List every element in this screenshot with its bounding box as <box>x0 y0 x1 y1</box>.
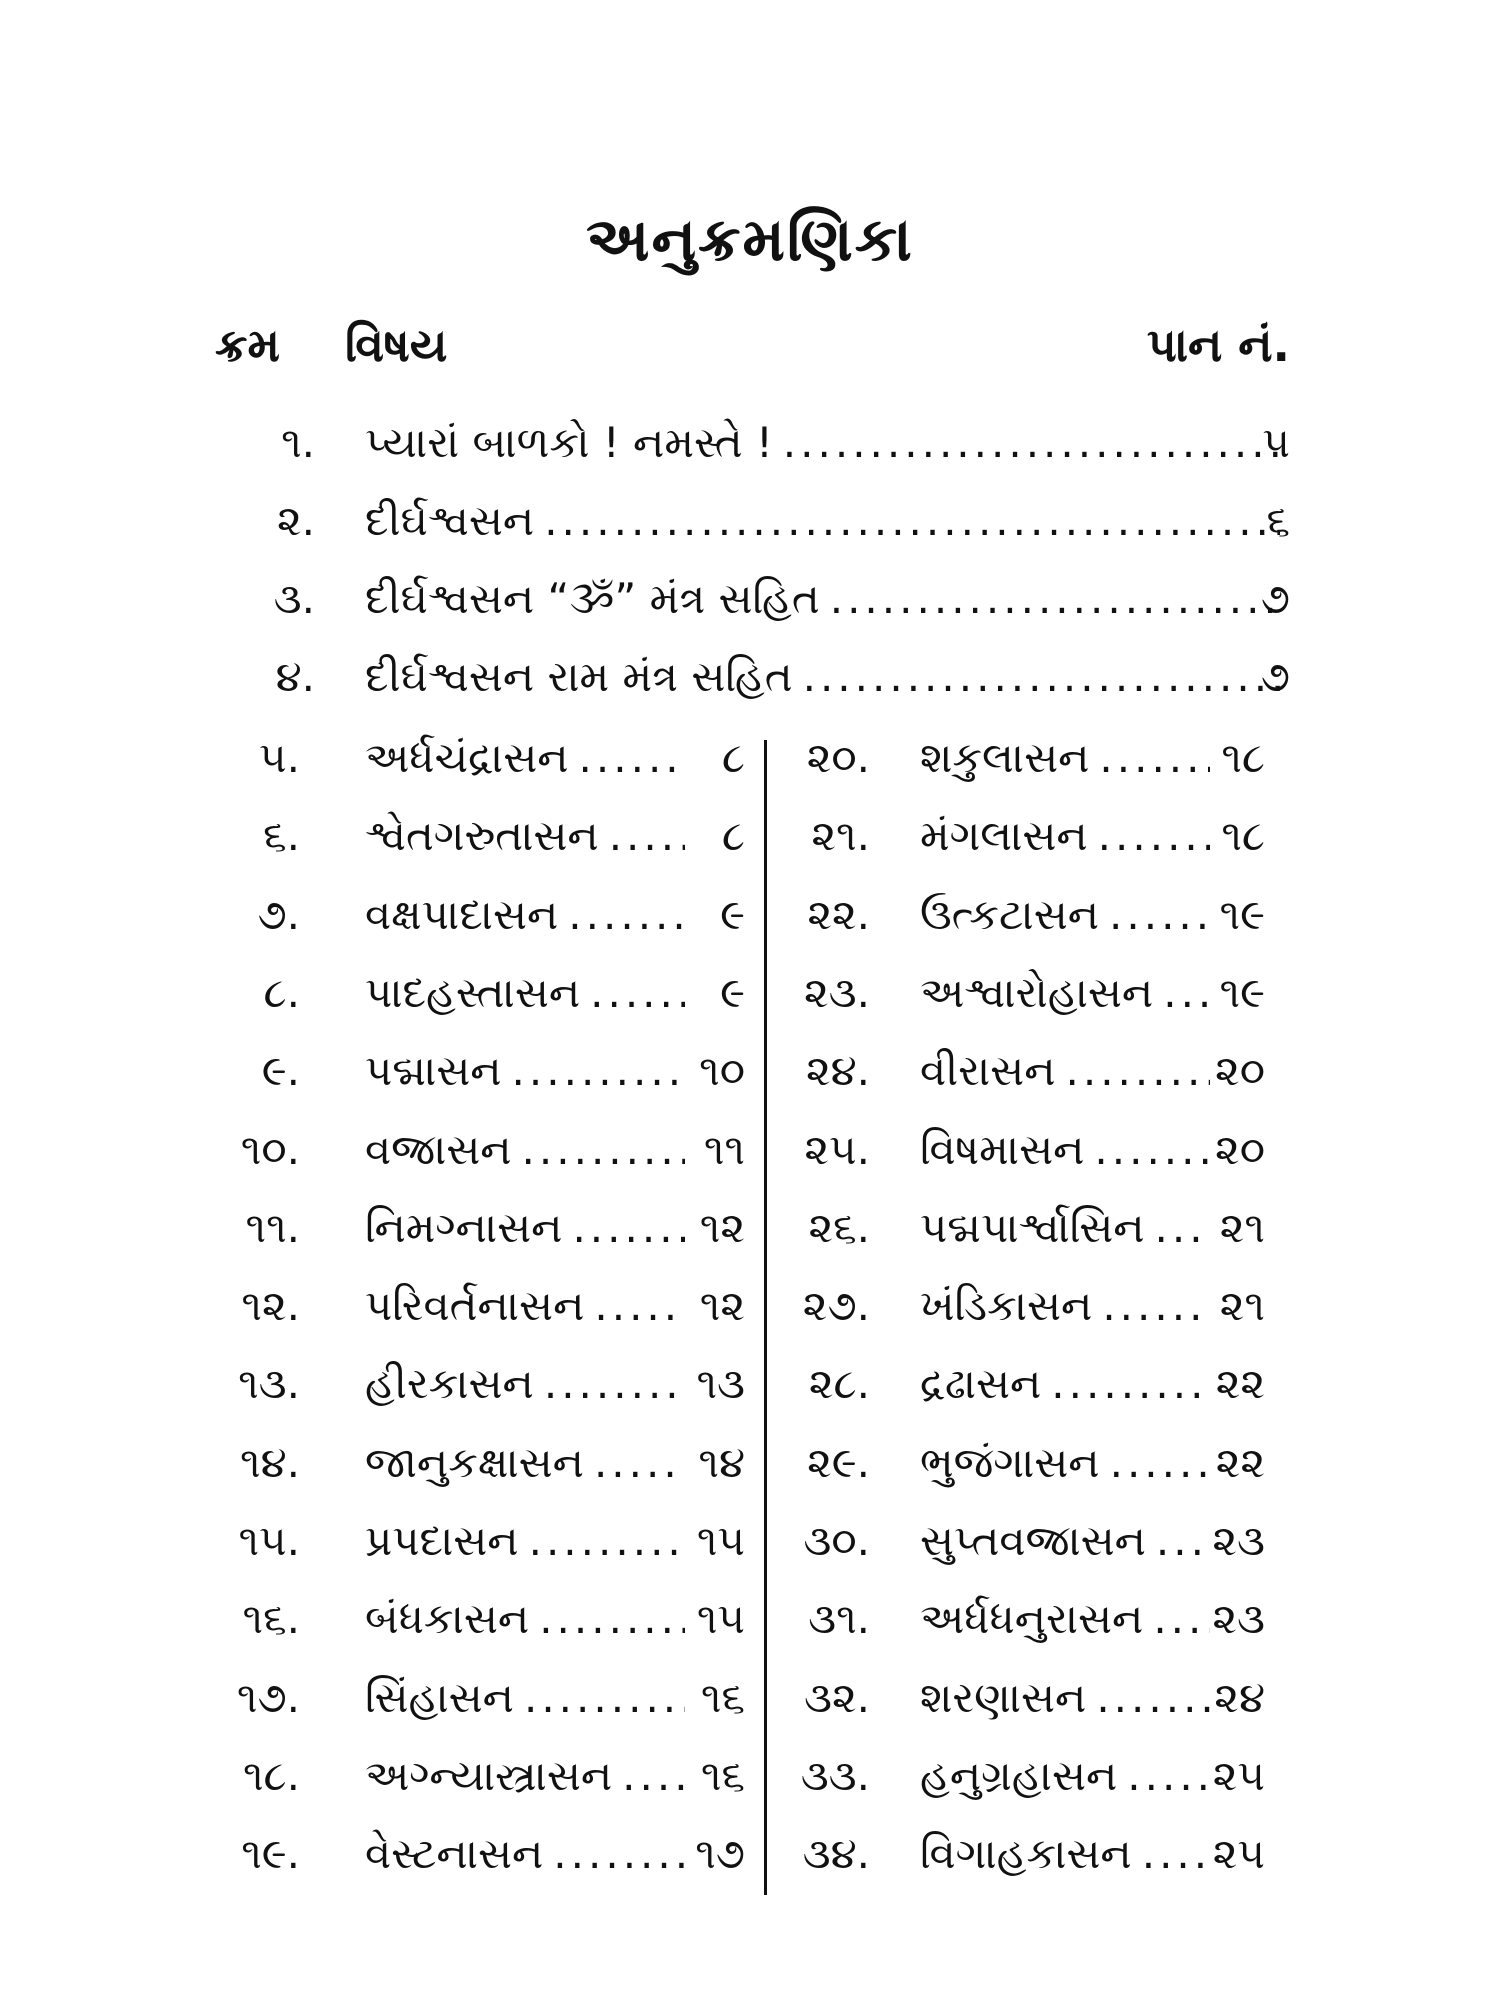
entry-title: અર્ધચંદ્રાસન <box>365 733 569 782</box>
entry-number: ૩. <box>273 574 315 623</box>
entry-page-number: ૨૧ <box>1219 1281 1265 1331</box>
entry-title: પરિવર્તનાસન <box>365 1281 585 1331</box>
entry-number: ૩૨. <box>804 1672 870 1722</box>
entry-page-number: ૧૭ <box>695 1829 745 1879</box>
entry-number: ૧૨. <box>241 1281 300 1331</box>
entry-number: ૧૩. <box>238 1359 300 1409</box>
entry-number: ૧૬. <box>242 1594 300 1644</box>
entry-title: વિષમાસન <box>920 1124 1085 1174</box>
entry-title: વીરાસન <box>920 1046 1056 1096</box>
entry-page-number: ૨૪ <box>1214 1672 1265 1722</box>
entry-page-number: ૮ <box>721 733 745 782</box>
entry-number: ૧૭. <box>236 1672 300 1722</box>
entry-title: શકુલાસન <box>920 733 1090 782</box>
entry-title: વક્ષપાદાસન <box>365 889 559 939</box>
entry-label <box>920 1278 1210 1334</box>
entry-number: ૪. <box>275 652 315 701</box>
dot-leader <box>1102 1278 1210 1334</box>
dot-leader <box>1099 730 1210 786</box>
dot-leader <box>594 1435 685 1491</box>
dot-leader <box>590 965 685 1021</box>
entry-label <box>365 1200 685 1256</box>
entry-label <box>920 1122 1210 1178</box>
entry-page-number: ૨૨ <box>1215 1359 1265 1409</box>
entry-number: ૨૩. <box>804 967 870 1017</box>
column-divider <box>764 740 767 1895</box>
dot-leader <box>783 415 1280 471</box>
entry-number: ૩૪. <box>802 1829 870 1879</box>
dot-leader <box>1051 1356 1210 1412</box>
dot-leader <box>529 1513 685 1569</box>
entry-number: ૫. <box>259 733 300 782</box>
entry-page-number: ૧૪ <box>698 1437 745 1487</box>
entry-label <box>920 1591 1210 1647</box>
entry-title: ખંડિકાસન <box>920 1281 1093 1331</box>
entry-page-number: ૨૦ <box>1215 1046 1265 1096</box>
entry-page-number: ૯ <box>720 967 745 1017</box>
entry-page-number: ૯ <box>720 889 745 939</box>
dot-leader <box>830 571 1280 627</box>
entry-title: પ્રપદાસન <box>365 1516 519 1565</box>
entry-title: મંગલાસન <box>920 811 1088 861</box>
entry-number: ૧૦. <box>240 1124 300 1174</box>
entry-title: અગ્ન્યાસ્ત્રાસન <box>365 1750 613 1800</box>
entry-label <box>920 1435 1210 1491</box>
dot-leader <box>553 1826 685 1882</box>
entry-number: ૨૯. <box>807 1437 870 1487</box>
entry-label <box>365 1591 685 1647</box>
entry-page-number: ૧૫ <box>696 1594 745 1644</box>
entry-label <box>365 730 685 786</box>
entry-page-number: ૧૫ <box>696 1516 745 1565</box>
header-page: પાન નં. <box>1146 318 1290 372</box>
entry-page-number: ૨૩ <box>1212 1516 1265 1565</box>
entry-page-number: ૨૫ <box>1212 1829 1265 1879</box>
entry-page-number: ૧૨ <box>699 1281 745 1331</box>
entry-label <box>365 571 1280 627</box>
entry-title: નિમગ્નાસન <box>365 1202 563 1252</box>
entry-number: ૭. <box>257 889 300 939</box>
entry-number: ૯. <box>261 1046 300 1096</box>
entry-number: ૧. <box>281 418 315 467</box>
entry-label <box>365 887 685 943</box>
entry-title: ઉત્કટાસન <box>920 889 1100 939</box>
entry-title: સુપ્તવજ્રાસન <box>920 1516 1146 1565</box>
entry-title: અશ્વારોહાસન <box>920 967 1154 1017</box>
entry-page-number: ૧૯ <box>1219 967 1265 1017</box>
entry-page-number: ૭ <box>1260 574 1290 623</box>
entry-page-number: ૮ <box>721 811 745 861</box>
entry-page-number: ૨૦ <box>1215 1124 1265 1174</box>
entry-number: ૧૮. <box>242 1750 300 1800</box>
entry-number: ૨૪. <box>805 1046 870 1096</box>
entry-page-number: ૧૮ <box>1221 811 1265 861</box>
toc-entry <box>0 493 1500 549</box>
entry-label <box>365 1278 685 1334</box>
entry-label <box>920 965 1210 1021</box>
entry-number: ૨. <box>276 496 315 545</box>
entry-title: પ્યારાં બાળકો ! નમસ્તે ! <box>365 418 773 467</box>
entry-number: ૬. <box>263 811 300 861</box>
entry-number: ૨૫. <box>804 1124 870 1174</box>
dot-leader <box>579 730 685 786</box>
dot-leader <box>1096 1670 1210 1726</box>
entry-number: ૨૨. <box>807 889 870 939</box>
entry-page-number: ૫ <box>1262 418 1290 467</box>
dot-leader <box>539 1591 685 1647</box>
entry-label <box>920 1513 1210 1569</box>
entry-label <box>920 1356 1210 1412</box>
entry-label <box>920 730 1210 786</box>
header-subject: વિષય <box>345 318 448 372</box>
entry-title: દીર્ઘશ્વસન <box>365 496 535 545</box>
dot-leader <box>522 1122 685 1178</box>
entry-page-number: ૭ <box>1260 652 1290 701</box>
entry-number: ૨૦. <box>806 733 870 782</box>
entry-label <box>365 1435 685 1491</box>
entry-page-number: ૧૩ <box>696 1359 745 1409</box>
entry-page-number: ૧૬ <box>700 1672 745 1722</box>
entry-title: વિગાહકાસન <box>920 1829 1132 1879</box>
entry-number: ૨૭. <box>802 1281 870 1331</box>
entry-page-number: ૧૦ <box>699 1046 745 1096</box>
entry-number: ૧૧. <box>245 1202 300 1252</box>
entry-label <box>365 1043 685 1099</box>
dot-leader <box>544 493 1280 549</box>
dot-leader <box>544 1356 685 1412</box>
entry-label <box>920 1826 1210 1882</box>
toc-entry <box>0 649 1500 705</box>
entry-page-number: ૧૮ <box>1221 733 1265 782</box>
entry-page-number: ૬ <box>1266 496 1290 545</box>
dot-leader <box>594 1278 685 1334</box>
entry-label <box>365 1513 685 1569</box>
entry-title: વેસ્ટનાસન <box>365 1829 544 1879</box>
entry-title: જાનુકક્ષાસન <box>365 1437 584 1487</box>
entry-number: ૨૬. <box>808 1202 870 1252</box>
entry-label <box>920 1200 1210 1256</box>
dot-leader <box>572 1200 685 1256</box>
entry-label <box>920 1670 1210 1726</box>
toc-entry <box>0 571 1500 627</box>
entry-title: શ્વેતગરુતાસન <box>365 811 599 861</box>
entry-label <box>365 965 685 1021</box>
entry-label <box>365 1670 685 1726</box>
entry-label <box>920 808 1210 864</box>
dot-leader <box>803 649 1280 705</box>
dot-leader <box>1066 1043 1211 1099</box>
entry-title: વજ્રાસન <box>365 1124 512 1174</box>
entry-title: ભુજંગાસન <box>920 1437 1100 1487</box>
entry-title: દ્રઢાસન <box>920 1359 1042 1409</box>
entry-number: ૧૪. <box>240 1437 300 1487</box>
entry-label <box>920 1043 1210 1099</box>
page-title: અનુક્રમણિકા <box>586 205 914 275</box>
entry-label <box>365 1356 685 1412</box>
entry-title: પાદહસ્તાસન <box>365 967 581 1017</box>
entry-page-number: ૧૬ <box>700 1750 745 1800</box>
entry-page-number: ૧૧ <box>703 1124 745 1174</box>
entry-number: ૮. <box>263 967 300 1017</box>
dot-leader <box>568 887 685 943</box>
entry-title: પદ્માસન <box>365 1046 502 1096</box>
entry-label <box>365 1748 685 1804</box>
entry-label <box>920 887 1210 943</box>
entry-label <box>365 415 1280 471</box>
dot-leader <box>609 808 685 864</box>
entry-label <box>365 493 1280 549</box>
entry-label <box>365 649 1280 705</box>
entry-label <box>365 1122 685 1178</box>
entry-title: અર્ધધનુરાસન <box>920 1594 1144 1644</box>
entry-label <box>365 808 685 864</box>
entry-number: ૨૮. <box>808 1359 870 1409</box>
entry-page-number: ૧૯ <box>1219 889 1265 939</box>
dot-leader <box>524 1670 685 1726</box>
entry-page-number: ૨૩ <box>1212 1594 1265 1644</box>
entry-page-number: ૧૨ <box>699 1202 745 1252</box>
entry-title: હનુગ્રહાસન <box>920 1750 1118 1800</box>
entry-page-number: ૨૨ <box>1215 1437 1265 1487</box>
entry-label <box>365 1826 685 1882</box>
entry-title: સિંહાસન <box>365 1672 514 1722</box>
entry-number: ૩૧. <box>808 1594 870 1644</box>
entry-page-number: ૨૧ <box>1219 1202 1265 1252</box>
entry-number: ૩૦. <box>803 1516 870 1565</box>
entry-title: હીરકાસન <box>365 1359 534 1409</box>
header-number: ક્રમ <box>215 318 280 372</box>
entry-number: ૨૧. <box>811 811 870 861</box>
toc-entry <box>0 415 1500 471</box>
entry-title: બંધકાસન <box>365 1594 530 1644</box>
entry-label <box>920 1748 1210 1804</box>
entry-number: ૧૫. <box>238 1516 300 1565</box>
entry-title: દીર્ઘશ્વસન રામ મંત્ર સહિત <box>365 652 793 701</box>
entry-title: શરણાસન <box>920 1672 1087 1722</box>
entry-title: દીર્ઘશ્વસન “ૐ” મંત્ર સહિત <box>365 574 820 623</box>
entry-number: ૩૩. <box>800 1750 870 1800</box>
dot-leader <box>1094 1122 1210 1178</box>
entry-page-number: ૨૫ <box>1212 1750 1265 1800</box>
entry-title: પદ્મપાર્શ્વાસિન <box>920 1202 1145 1252</box>
entry-number: ૧૯. <box>241 1829 300 1879</box>
dot-leader <box>1098 808 1210 864</box>
dot-leader <box>512 1043 685 1099</box>
